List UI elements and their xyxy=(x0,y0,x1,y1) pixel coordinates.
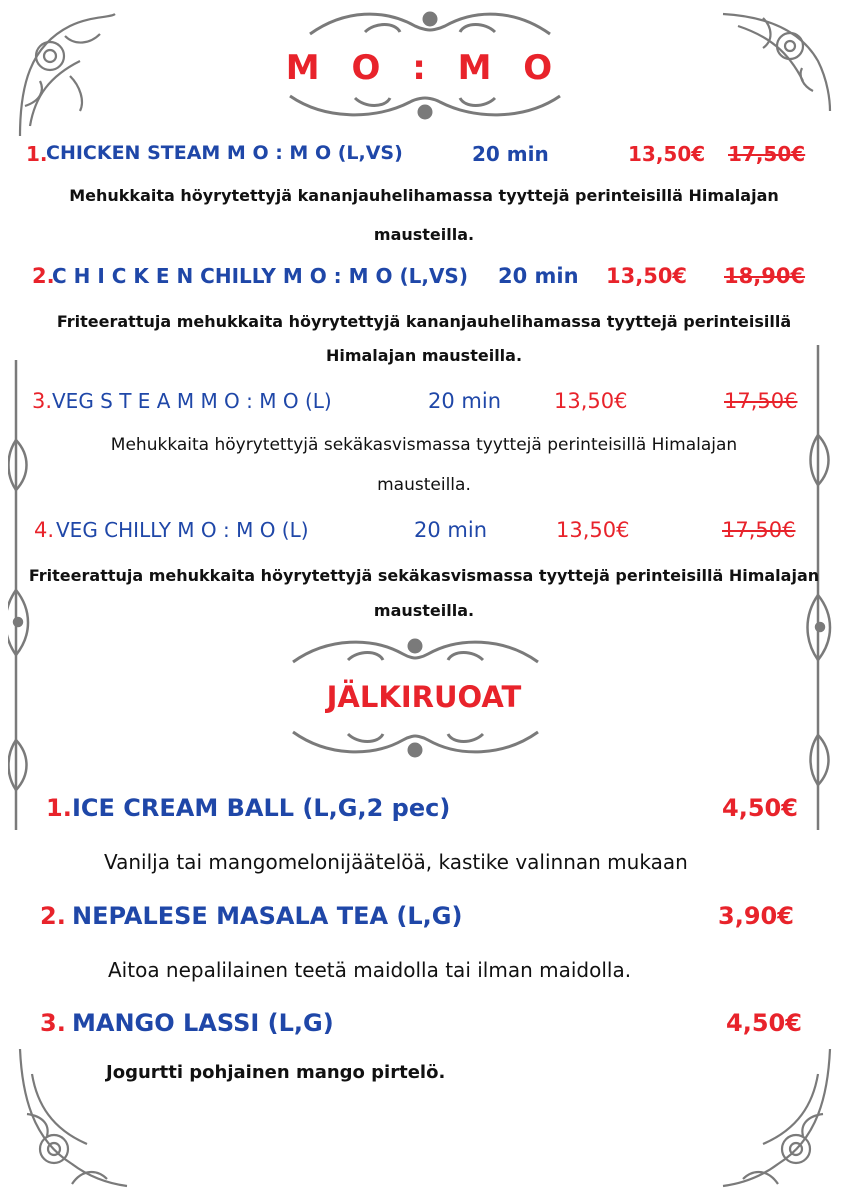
item-description: Friteerattuja mehukkaita höyrytettyjä sekäkasvismassa tyyttejä perinteisillä Himalajan xyxy=(28,566,820,585)
item-time: 20 min xyxy=(498,264,579,288)
item-description: Himalajan mausteilla. xyxy=(325,346,523,365)
item-name: ICE CREAM BALL (L,G,2 pec) xyxy=(72,794,451,822)
item-time: 20 min xyxy=(472,142,549,166)
item-description: Vanilja tai mangomelonijäätelöä, kastike valinnan mukaan xyxy=(104,850,688,874)
item-description: mausteilla. xyxy=(373,225,475,244)
item-description: mausteilla. xyxy=(377,475,471,495)
item-description: Mehukkaita höyrytettyjä sekäkasvismassa tyyttejä perinteisillä Himalajan xyxy=(110,435,738,455)
item-number: 1. xyxy=(26,142,48,166)
side-border-icon xyxy=(8,360,34,830)
item-name: NEPALESE MASALA TEA (L,G) xyxy=(72,902,463,930)
item-number: 2. xyxy=(32,264,55,288)
item-name: VEG S T E A M M O : M O (L) xyxy=(52,389,332,413)
item-price: 13,50€ xyxy=(628,142,706,166)
item-number: 2. xyxy=(40,902,66,930)
item-price: 3,90€ xyxy=(718,902,794,930)
item-name: CHICKEN STEAM M O : M O (L,VS) xyxy=(46,142,403,164)
scroll-divider-icon xyxy=(288,632,543,672)
item-name: MANGO LASSI (L,G) xyxy=(72,1009,334,1037)
item-time: 20 min xyxy=(414,518,487,542)
item-old-price: 17,50€ xyxy=(728,142,806,166)
item-description: Jogurtti pohjainen mango pirtelö. xyxy=(106,1062,446,1083)
corner-flourish-icon xyxy=(718,1044,838,1194)
momo-section-title: M O : M O xyxy=(285,48,563,88)
item-price: 13,50€ xyxy=(556,518,630,542)
item-old-price: 17,50€ xyxy=(722,518,796,542)
item-description: Aitoa nepalilainen teetä maidolla tai ilman maidolla. xyxy=(108,958,632,982)
item-name: VEG CHILLY M O : M O (L) xyxy=(56,518,309,542)
item-price: 4,50€ xyxy=(722,794,798,822)
item-old-price: 18,90€ xyxy=(724,264,806,288)
scroll-divider-icon xyxy=(285,84,565,126)
item-time: 20 min xyxy=(428,389,501,413)
item-description: Friteerattuja mehukkaita höyrytettyjä kananjauhelihamassa tyyttejä perinteisillä xyxy=(56,312,792,331)
item-old-price: 17,50€ xyxy=(724,389,798,413)
item-price: 13,50€ xyxy=(554,389,628,413)
item-number: 3. xyxy=(40,1009,66,1037)
item-name: C H I C K E N CHILLY M O : M O (L,VS) xyxy=(52,264,468,288)
side-border-icon xyxy=(804,345,834,830)
dessert-section-title: JÄLKIRUOAT xyxy=(326,680,522,714)
item-number: 3. xyxy=(32,389,53,413)
item-description: Mehukkaita höyrytettyjä kananjauhelihamassa tyyttejä perinteisillä Himalajan xyxy=(69,186,779,205)
item-description: mausteilla. xyxy=(373,601,475,620)
item-number: 1. xyxy=(46,794,72,822)
item-number: 4. xyxy=(34,518,55,542)
scroll-divider-icon xyxy=(305,4,555,44)
item-price: 4,50€ xyxy=(726,1009,802,1037)
item-price: 13,50€ xyxy=(606,264,688,288)
scroll-divider-icon xyxy=(288,722,543,762)
